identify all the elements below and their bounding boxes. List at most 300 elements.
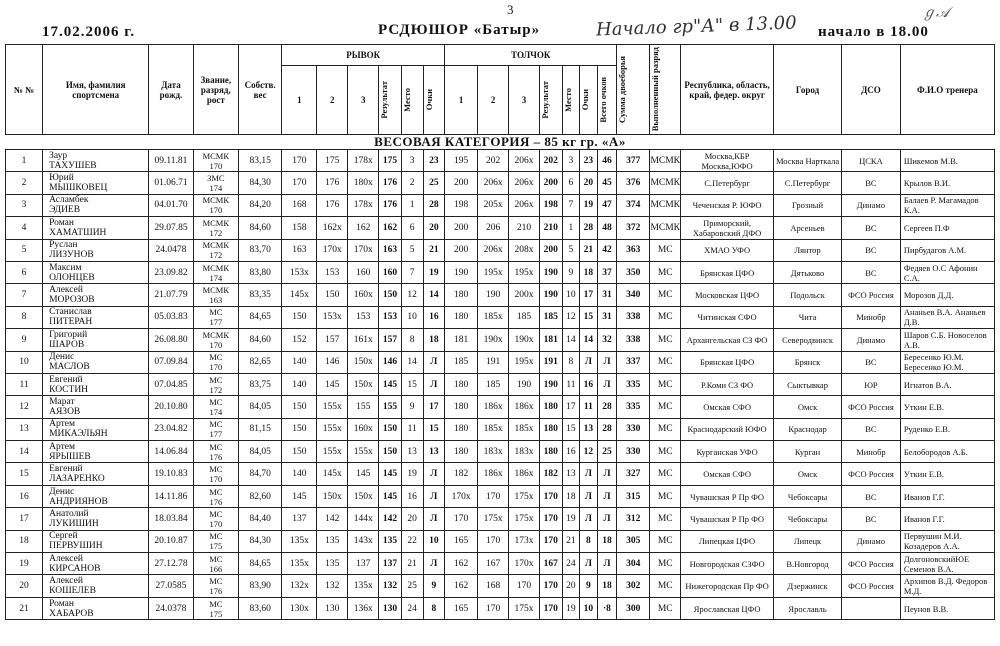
rank-title: МСМК [202, 195, 230, 206]
athlete-rank [193, 463, 238, 485]
body-weight: 83,70 [239, 239, 282, 261]
snatch-points: 23 [423, 150, 445, 172]
snatch-3: 170х [348, 239, 379, 261]
city: Северодвинск [774, 329, 842, 351]
cj-3: 175х [509, 508, 540, 530]
region: Приморский, Хабаровский ДФО [681, 217, 774, 239]
last-name: ПИТЕРАН [49, 317, 93, 328]
snatch-3: 135х [348, 575, 379, 597]
dso: ФСО Россия [842, 575, 901, 597]
coach: Игнатов В.А. [900, 373, 994, 395]
total-sum: 300 [617, 597, 650, 619]
cj-place: 10 [562, 284, 580, 306]
cj-3: 183х [509, 441, 540, 463]
cj-1: 180 [445, 418, 478, 440]
snatch-place: 24 [401, 597, 423, 619]
cj-3: 195х [509, 351, 540, 373]
snatch-points: 18 [423, 329, 445, 351]
birth-date: 26.08.80 [149, 329, 193, 351]
cj-result: 170 [539, 508, 562, 530]
coach: Федяев О.С Афонин С.А. [900, 261, 994, 283]
athlete-rank [193, 485, 238, 507]
snatch-3: 155 [348, 396, 379, 418]
cj-2: 205х [478, 194, 509, 216]
table-row [6, 508, 995, 530]
snatch-result: 155 [379, 396, 402, 418]
snatch-result: 162 [379, 217, 402, 239]
athlete-height: 166 [209, 563, 223, 574]
region: Омская СФО [681, 396, 774, 418]
athlete-rank [193, 575, 238, 597]
cj-place: 19 [562, 597, 580, 619]
rank-title: МСМК [202, 240, 230, 251]
birth-date: 18.03.84 [149, 508, 193, 530]
achieved-rank: МС [650, 597, 681, 619]
last-name: МИКАЭЛЬЯН [49, 429, 108, 440]
birth-date: 24.0378 [149, 597, 193, 619]
first-name: Руслан [49, 240, 78, 251]
total-points: 18 [597, 575, 617, 597]
table-row [6, 597, 995, 619]
snatch-points: Л [423, 485, 445, 507]
last-name: АЯЗОВ [49, 406, 81, 417]
cj-3: 190 [509, 373, 540, 395]
cj-points: 18 [580, 261, 598, 283]
snatch-place: 2 [401, 172, 423, 194]
cj-result: 202 [539, 150, 562, 172]
snatch-place: 14 [401, 351, 423, 373]
snatch-attempt-3: 3 [348, 66, 379, 135]
athlete-height: 172 [209, 384, 223, 395]
body-weight: 83,80 [239, 261, 282, 283]
cj-2: 175х [478, 508, 509, 530]
col-done-rank: Выполненный разряд [650, 47, 661, 132]
dso: ФСО Россия [842, 396, 901, 418]
snatch-place: 11 [401, 418, 423, 440]
total-points: Л [597, 463, 617, 485]
first-name: Евгений [49, 374, 83, 385]
cj-1: 180 [445, 373, 478, 395]
rank-title: МС [209, 576, 223, 587]
last-name: ШАРОВ [49, 339, 85, 350]
athlete-rank [193, 261, 238, 283]
snatch-2: 153 [317, 261, 348, 283]
cj-points: 17 [580, 284, 598, 306]
coach: Крылов В.И. [900, 172, 994, 194]
dso: Динамо [842, 329, 901, 351]
athlete-rank [193, 150, 238, 172]
snatch-1: 163 [282, 239, 317, 261]
col-num: № № [6, 45, 43, 135]
cj-2: 195х [478, 261, 509, 283]
region: Читинская СФО [681, 306, 774, 328]
table-row [6, 239, 995, 261]
rank-title: МС [209, 464, 223, 475]
snatch-result: 163 [379, 239, 402, 261]
row-number: 14 [6, 441, 43, 463]
snatch-points: 19 [423, 261, 445, 283]
snatch-result: 145 [379, 485, 402, 507]
snatch-1: 132х [282, 575, 317, 597]
first-name: Роман [49, 598, 74, 609]
dso: ВС [842, 485, 901, 507]
last-name: ЛАЗАРЕНКО [49, 474, 105, 485]
city: Грозный [774, 194, 842, 216]
last-name: ЛИЗУНОВ [49, 250, 94, 261]
cj-2: 170 [478, 485, 509, 507]
first-name: Роман [49, 217, 74, 228]
birth-date: 27.0585 [149, 575, 193, 597]
row-number: 13 [6, 418, 43, 440]
cj-3: 206х [509, 150, 540, 172]
cj-place: 21 [562, 530, 580, 552]
cj-attempt-1: 1 [445, 66, 478, 135]
document-title: РСДЮШОР «Батыр» [378, 22, 541, 38]
dso [842, 597, 901, 619]
total-sum: 372 [617, 217, 650, 239]
cj-place: 24 [562, 553, 580, 575]
row-number: 21 [6, 597, 43, 619]
snatch-2: 135 [317, 530, 348, 552]
snatch-2: 176 [317, 172, 348, 194]
rank-title: МС [209, 486, 223, 497]
last-name: ТАХУШЕВ [49, 160, 97, 171]
snatch-1: 140 [282, 463, 317, 485]
achieved-rank: МС [650, 396, 681, 418]
athlete-height: 170 [209, 518, 223, 529]
coach: Уткин Е.В. [900, 463, 994, 485]
body-weight: 84,30 [239, 530, 282, 552]
birth-date: 27.12.78 [149, 553, 193, 575]
achieved-rank: МС [650, 463, 681, 485]
snatch-result: 160 [379, 261, 402, 283]
cj-1: 180 [445, 284, 478, 306]
athlete-name [43, 306, 149, 328]
snatch-2: 145х [317, 463, 348, 485]
total-points: 37 [597, 261, 617, 283]
dso: ВС [842, 508, 901, 530]
total-sum: 337 [617, 351, 650, 373]
cj-points: Л [580, 351, 598, 373]
cj-2: 190 [478, 284, 509, 306]
row-number: 8 [6, 306, 43, 328]
snatch-place: 12 [401, 284, 423, 306]
table-row [6, 172, 995, 194]
snatch-3: 145 [348, 463, 379, 485]
achieved-rank: МС [650, 441, 681, 463]
cj-1: 170х [445, 485, 478, 507]
achieved-rank: МС [650, 284, 681, 306]
snatch-place: 13 [401, 441, 423, 463]
row-number: 10 [6, 351, 43, 373]
achieved-rank: МС [650, 261, 681, 283]
rank-title: МС [209, 598, 223, 609]
cj-3: 208х [509, 239, 540, 261]
first-name: Алексей [49, 576, 83, 587]
snatch-1: 140 [282, 351, 317, 373]
total-points: 46 [597, 150, 617, 172]
birth-date: 14.06.84 [149, 441, 193, 463]
city: Ярославль [774, 597, 842, 619]
cj-3: 175х [509, 597, 540, 619]
cj-place: 9 [562, 261, 580, 283]
cj-place: 12 [562, 306, 580, 328]
total-sum: 312 [617, 508, 650, 530]
snatch-1: 152 [282, 329, 317, 351]
row-number: 9 [6, 329, 43, 351]
snatch-2: 146 [317, 351, 348, 373]
snatch-points: 14 [423, 284, 445, 306]
cj-points: 16 [580, 373, 598, 395]
cj-2: 168 [478, 575, 509, 597]
region: Брянская ЦФО [681, 351, 774, 373]
last-name: ОЛОНЦЕВ [49, 272, 95, 283]
achieved-rank: МС [650, 418, 681, 440]
rank-title: МС [209, 508, 223, 519]
athlete-name [43, 396, 149, 418]
coach: Пирбудагов А.М. [900, 239, 994, 261]
snatch-place: 25 [401, 575, 423, 597]
dso: ВС [842, 418, 901, 440]
city: Дзержинск [774, 575, 842, 597]
birth-date: 04.01.70 [149, 194, 193, 216]
snatch-3: 153 [348, 306, 379, 328]
cj-3: 206х [509, 172, 540, 194]
birth-date: 14.11.86 [149, 485, 193, 507]
total-points: Л [597, 373, 617, 395]
cj-points: Л [580, 553, 598, 575]
snatch-points: 15 [423, 418, 445, 440]
athlete-name [43, 463, 149, 485]
total-sum: 374 [617, 194, 650, 216]
cj-2: 186х [478, 463, 509, 485]
snatch-attempt-2: 2 [317, 66, 348, 135]
body-weight: 84,65 [239, 553, 282, 575]
coach: Первушин М.И. Козадеров А.А. [900, 530, 994, 552]
athlete-name [43, 150, 149, 172]
athlete-height: 175 [209, 541, 223, 552]
competition-date: 17.02.2006 г. [42, 24, 136, 40]
col-name: Имя, фамилия спортсмена [43, 45, 149, 135]
achieved-rank: МСМК [650, 194, 681, 216]
total-points: 42 [597, 239, 617, 261]
total-sum: 302 [617, 575, 650, 597]
cj-result: 210 [539, 217, 562, 239]
snatch-result: 153 [379, 306, 402, 328]
first-name: Асламбек [49, 195, 89, 206]
snatch-1: 137 [282, 508, 317, 530]
snatch-1: 145 [282, 485, 317, 507]
dso: ВС [842, 239, 901, 261]
cj-3: 186х [509, 463, 540, 485]
athlete-height: 174 [209, 183, 223, 194]
city: В.Новгород [774, 553, 842, 575]
row-number: 7 [6, 284, 43, 306]
city: Омск [774, 463, 842, 485]
coach: Балаев Р. Магамадов К.А. [900, 194, 994, 216]
cj-2: 185х [478, 418, 509, 440]
city: Лянтор [774, 239, 842, 261]
snatch-3: 137 [348, 553, 379, 575]
snatch-2: 132 [317, 575, 348, 597]
athlete-rank [193, 194, 238, 216]
coach: Руденко Е.В. [900, 418, 994, 440]
achieved-rank: МС [650, 485, 681, 507]
table-row [6, 418, 995, 440]
col-bodyweight: Собств. вес [239, 45, 282, 135]
body-weight: 83,35 [239, 284, 282, 306]
snatch-points: Л [423, 373, 445, 395]
athlete-name [43, 485, 149, 507]
dso: ЮР [842, 373, 901, 395]
snatch-2: 170х [317, 239, 348, 261]
cj-1: 200 [445, 217, 478, 239]
body-weight: 84,05 [239, 441, 282, 463]
snatch-points: 16 [423, 306, 445, 328]
athlete-height: 172 [209, 227, 223, 238]
first-name: Алексей [49, 553, 83, 564]
cj-place: 5 [562, 239, 580, 261]
snatch-3: 150х [348, 351, 379, 373]
body-weight: 84,60 [239, 329, 282, 351]
snatch-2: 135 [317, 553, 348, 575]
region: Чувашская Р Пр ФО [681, 508, 774, 530]
body-weight: 84,30 [239, 172, 282, 194]
last-name: ХАБАРОВ [49, 608, 94, 619]
rank-title: МСМК [202, 262, 230, 273]
table-row [6, 575, 995, 597]
first-name: Юрий [49, 173, 74, 184]
birth-date: 21.07.79 [149, 284, 193, 306]
snatch-points: Л [423, 508, 445, 530]
cj-points: Л [580, 485, 598, 507]
cj-points: 8 [580, 530, 598, 552]
cj-place: 15 [562, 418, 580, 440]
cj-place: 8 [562, 351, 580, 373]
achieved-rank: МС [650, 306, 681, 328]
table-row [6, 261, 995, 283]
snatch-place: 21 [401, 553, 423, 575]
birth-date: 20.10.80 [149, 396, 193, 418]
cj-points: 28 [580, 217, 598, 239]
coach: Иванов Г.Г. [900, 485, 994, 507]
city: Арсеньев [774, 217, 842, 239]
snatch-1: 140 [282, 373, 317, 395]
snatch-points: 21 [423, 239, 445, 261]
row-number: 19 [6, 553, 43, 575]
snatch-points: Очки [423, 89, 434, 111]
region: Чувашская Р Пр ФО [681, 485, 774, 507]
body-weight: 83,15 [239, 150, 282, 172]
cj-place: 7 [562, 194, 580, 216]
first-name: Анатолий [49, 508, 89, 519]
cj-3: 210 [509, 217, 540, 239]
athlete-height: 177 [209, 317, 223, 328]
total-sum: 335 [617, 396, 650, 418]
row-number: 3 [6, 194, 43, 216]
table-row [6, 194, 995, 216]
snatch-1: 153х [282, 261, 317, 283]
cj-2: 183х [478, 441, 509, 463]
dso: Минобр [842, 306, 901, 328]
cj-result: 190 [539, 284, 562, 306]
cj-place: Место [562, 88, 573, 112]
results-table [5, 44, 995, 620]
first-name: Артем [49, 441, 75, 452]
total-sum: 363 [617, 239, 650, 261]
athlete-height: 170 [209, 474, 223, 485]
city: Омск [774, 396, 842, 418]
snatch-1: 150 [282, 306, 317, 328]
row-number: 6 [6, 261, 43, 283]
first-name: Денис [49, 352, 75, 363]
cj-result: 180 [539, 441, 562, 463]
snatch-2: 155х [317, 418, 348, 440]
athlete-name [43, 373, 149, 395]
coach: Белобородов А.Б. [900, 441, 994, 463]
region: Ярославская ЦФО [681, 597, 774, 619]
athlete-height: 170 [209, 339, 223, 350]
snatch-place: 9 [401, 396, 423, 418]
achieved-rank: МСМК [650, 150, 681, 172]
cj-place: 14 [562, 329, 580, 351]
body-weight: 84,65 [239, 306, 282, 328]
athlete-rank [193, 597, 238, 619]
achieved-rank: МС [650, 553, 681, 575]
body-weight: 84,60 [239, 217, 282, 239]
table-row [6, 553, 995, 575]
total-sum: 338 [617, 329, 650, 351]
snatch-result: 150 [379, 418, 402, 440]
snatch-1: 170 [282, 150, 317, 172]
signature: ℊ𝒜 [922, 6, 950, 21]
cj-result: 180 [539, 418, 562, 440]
cj-3: 173х [509, 530, 540, 552]
snatch-3: 160 [348, 261, 379, 283]
snatch-result: 146 [379, 351, 402, 373]
last-name: ЭДИЕВ [49, 205, 81, 216]
athlete-name [43, 508, 149, 530]
rank-title: МСМК [202, 329, 230, 340]
cj-result: 200 [539, 239, 562, 261]
total-sum: 305 [617, 530, 650, 552]
total-points: Л [597, 553, 617, 575]
coach: Архипов В.Д. Федоров М.Д. [900, 575, 994, 597]
dso: Динамо [842, 194, 901, 216]
snatch-3: 150х [348, 373, 379, 395]
athlete-name [43, 284, 149, 306]
row-number: 17 [6, 508, 43, 530]
coach: Уткин Е.В. [900, 396, 994, 418]
total-points: 28 [597, 418, 617, 440]
body-weight: 82,60 [239, 485, 282, 507]
snatch-3: 155х [348, 441, 379, 463]
snatch-2: 155х [317, 396, 348, 418]
snatch-3: 144х [348, 508, 379, 530]
col-city: Город [774, 45, 842, 135]
cj-result: Результат [539, 81, 550, 119]
col-clean-jerk: ТОЛЧОК [445, 45, 617, 66]
table-row [6, 530, 995, 552]
last-name: АНДРИЯНОВ [49, 496, 108, 507]
snatch-result: 130 [379, 597, 402, 619]
col-coach: Ф.И.О тренера [900, 45, 994, 135]
snatch-result: 132 [379, 575, 402, 597]
cj-result: 191 [539, 351, 562, 373]
cj-1: 180 [445, 306, 478, 328]
cj-points: 12 [580, 441, 598, 463]
region: ХМАО УФО [681, 239, 774, 261]
